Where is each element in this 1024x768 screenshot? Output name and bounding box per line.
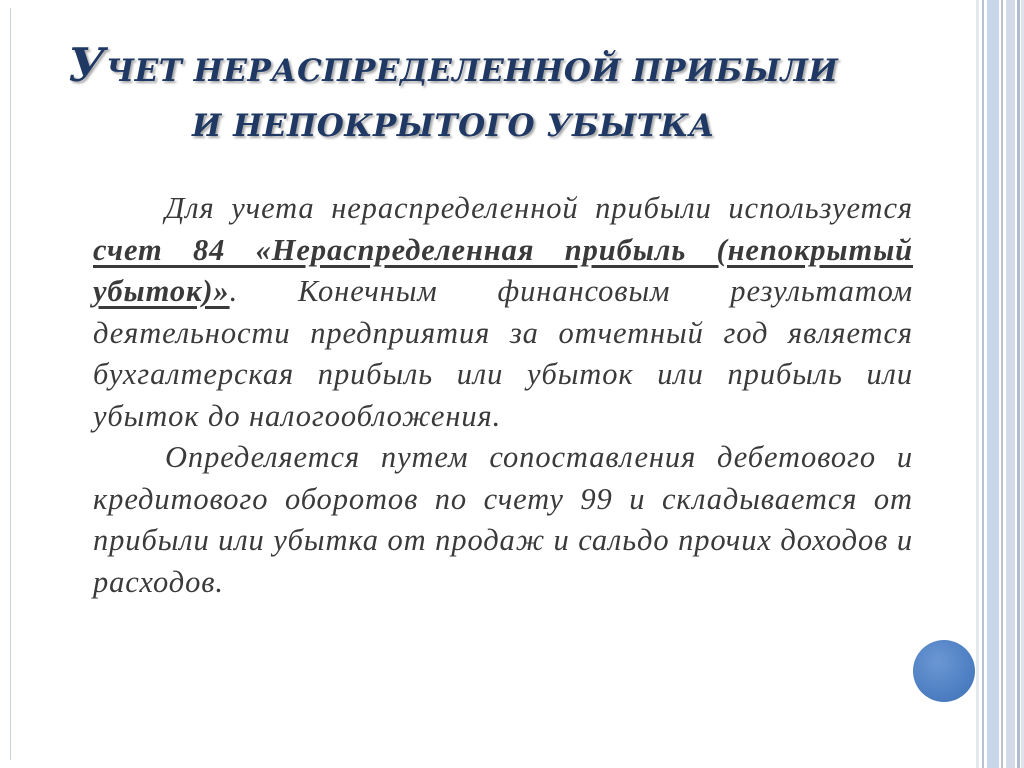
title-initial-cap: У bbox=[68, 38, 106, 92]
title-line-2: И НЕПОКРЫТОГО УБЫТКА bbox=[192, 108, 715, 144]
paragraph-1 bbox=[93, 188, 913, 437]
stripe bbox=[987, 0, 999, 768]
stripe bbox=[976, 0, 979, 768]
stripe bbox=[1006, 0, 1015, 768]
decorative-circle bbox=[913, 640, 975, 702]
paragraph-2 bbox=[93, 437, 913, 603]
left-border-line bbox=[10, 8, 11, 760]
stripe bbox=[1017, 0, 1020, 768]
title-line-1-text: ЧЕТ НЕРАСПРЕДЕЛЕННОЙ ПРИБЫЛИ bbox=[105, 53, 839, 89]
account-reference: счет 84 «Нераспределенная прибыль (непокрытый убыток)» bbox=[93, 232, 913, 308]
decorative-stripes bbox=[976, 0, 1024, 768]
paragraph-2-text: Определяется путем сопоставления дебетового и кредитового оборотов по счету 99 и складывается от прибыли или убытка от продаж и сальдо прочих доходов и расходов. bbox=[93, 440, 913, 599]
title-line-1 bbox=[68, 38, 838, 92]
paragraph-1-end: . Конечным финансовым результатом деятельности предприятия за отчетный год является бухгалтерская прибыль или убыток или прибыль или убыток до налогообложения. bbox=[93, 274, 913, 433]
stripe bbox=[1001, 0, 1003, 768]
paragraph-1-start: Для учета нераспределенной прибыли используется bbox=[165, 191, 913, 225]
body-text bbox=[93, 188, 913, 603]
stripe bbox=[982, 0, 984, 768]
